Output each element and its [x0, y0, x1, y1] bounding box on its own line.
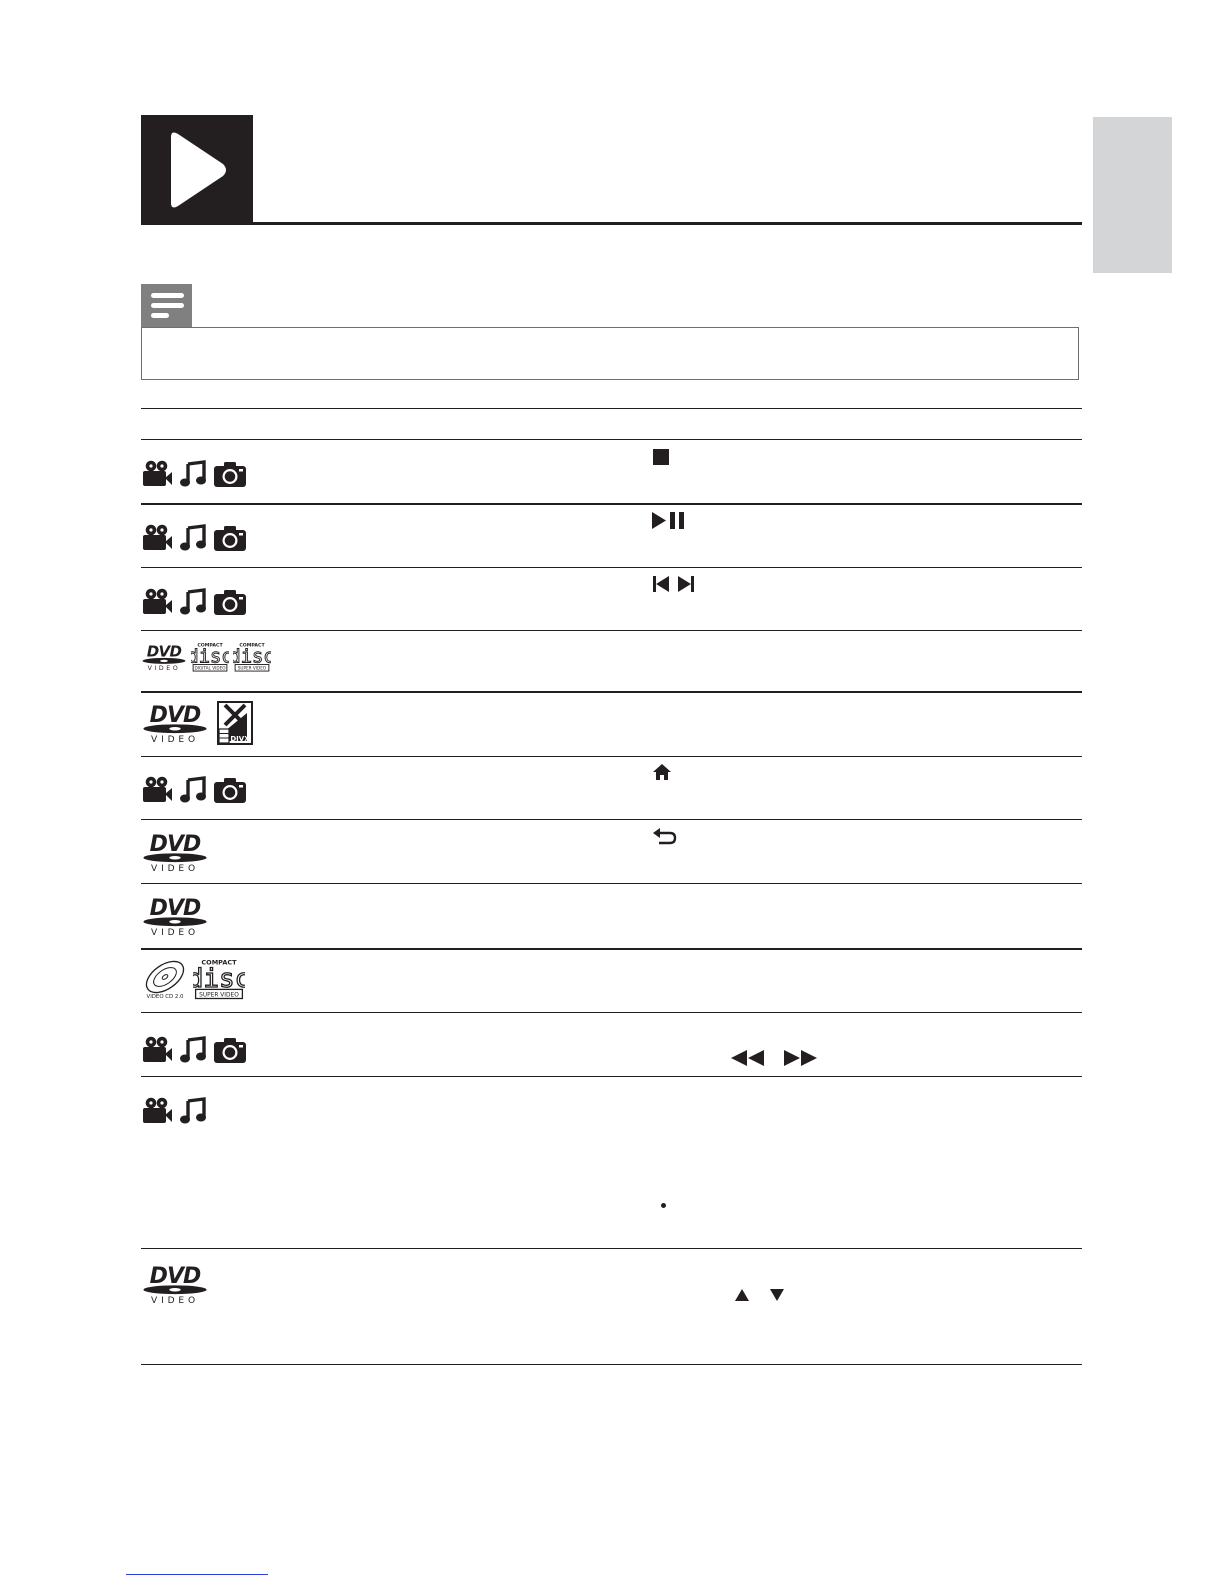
note-icon — [141, 284, 192, 328]
photo-icon — [213, 524, 247, 552]
back-icon — [653, 827, 677, 850]
up-icon — [735, 1288, 749, 1306]
table-row-divider — [141, 883, 1082, 884]
video-icon — [141, 1097, 173, 1125]
language-side-tab — [1093, 117, 1172, 273]
music-icon — [179, 776, 207, 804]
table-row-divider — [141, 756, 1082, 757]
home-icon — [653, 764, 671, 785]
list-bullet — [661, 1203, 666, 1208]
music-icon — [179, 460, 207, 488]
table-row-divider — [141, 503, 1082, 505]
table-row-media-icons — [141, 460, 247, 488]
table-row-divider — [141, 948, 1082, 950]
table-row-media-icons — [141, 1036, 247, 1064]
table-header-top-rule — [141, 408, 1082, 409]
photo-icon — [213, 1036, 247, 1064]
music-icon — [179, 588, 207, 616]
table-row-media-icons — [141, 1097, 207, 1125]
dvd-video-logo — [141, 894, 209, 938]
photo-icon — [213, 460, 247, 488]
music-icon — [179, 524, 207, 552]
chapter-play-icon — [141, 115, 253, 225]
rewind-icon — [731, 1050, 765, 1071]
video-icon — [141, 588, 173, 616]
dvd-video-logo — [141, 701, 209, 745]
video-icon — [141, 1036, 173, 1064]
dvd-video-logo — [141, 642, 187, 672]
photo-icon — [213, 588, 247, 616]
dvd-video-logo — [141, 830, 209, 874]
video-cd-logo — [141, 960, 189, 1000]
table-row-disc-logos — [141, 958, 245, 1000]
play-pause-icon — [652, 512, 688, 534]
footer-link-underline[interactable] — [126, 1574, 268, 1575]
note-box — [141, 327, 1079, 380]
table-row-divider — [141, 1248, 1082, 1249]
table-row-divider — [141, 819, 1082, 820]
music-icon — [179, 1036, 207, 1064]
dvd-video-logo — [141, 1262, 209, 1306]
table-row-media-icons — [141, 776, 247, 804]
table-row-media-icons — [141, 524, 247, 552]
table-row-divider — [141, 1012, 1082, 1013]
photo-icon — [213, 776, 247, 804]
music-icon — [179, 1097, 207, 1125]
table-row-divider — [141, 1076, 1082, 1077]
table-row-divider — [141, 691, 1082, 693]
table-header-bottom-rule — [141, 439, 1082, 440]
video-icon — [141, 460, 173, 488]
table-row-divider — [141, 630, 1082, 631]
fast-forward-icon — [784, 1050, 818, 1071]
table-row-disc-logos — [141, 894, 209, 938]
divx-logo — [217, 701, 253, 745]
table-row-media-icons — [141, 588, 247, 616]
table-bottom-rule — [141, 1364, 1082, 1365]
stop-icon — [653, 449, 669, 470]
compact-disc-super-video-logo — [193, 958, 245, 1000]
compact-disc-digital-video-logo — [191, 642, 229, 672]
video-icon — [141, 524, 173, 552]
compact-disc-super-video-logo — [233, 642, 271, 672]
table-row-divider — [141, 567, 1082, 568]
table-row-disc-logos — [141, 642, 271, 672]
chapter-title-rule — [253, 222, 1082, 225]
down-icon — [770, 1288, 784, 1306]
table-row-disc-logos — [141, 701, 253, 745]
previous-next-icon — [653, 576, 697, 597]
video-icon — [141, 776, 173, 804]
table-row-disc-logos — [141, 830, 209, 874]
table-row-disc-logos — [141, 1262, 209, 1306]
